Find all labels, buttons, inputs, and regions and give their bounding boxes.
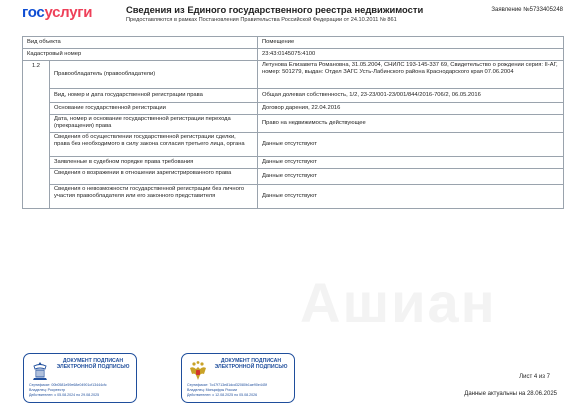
table-row (23, 103, 564, 115)
table-row (23, 115, 564, 133)
cadastral-value: 23:43:0145075:4100 (258, 49, 564, 61)
stamp-title: ДОКУМЕНТ ПОДПИСАН ЭЛЕКТРОННОЙ ПОДПИСЬЮ (214, 358, 288, 370)
row-label: Заявленные в судебном порядке права требования (50, 157, 258, 169)
table-row (23, 157, 564, 169)
row-value: Данные отсутствуют (258, 185, 564, 209)
row-value: Право на недвижимость действующее (258, 115, 564, 133)
coat-of-arms-icon (188, 360, 208, 382)
stamp-certificate: Сертификат: 00b0581e59e68e04901cf13444cfc (29, 383, 107, 387)
logo-part-gos: гос (22, 4, 45, 21)
row-value: Договор дарения, 22.04.2016 (258, 103, 564, 115)
row-label: Сведения о невозможности государственной регистрации без личного участия правообладателя или его законного представителя (50, 185, 258, 209)
stamp-owner: Владелец: Росреестр (29, 388, 66, 392)
row-label: Основание государственной регистрации (50, 103, 258, 115)
object-type-label: Вид объекта (23, 37, 258, 49)
data-actual-date: Данные актуальны на 28.06.2025 (464, 391, 557, 397)
row-label: Дата, номер и основание государственной регистрации перехода (прекращения) права (50, 115, 258, 133)
stamp-validity: Действителен: с 12.08.2025 по 05.08.2026 (187, 393, 258, 397)
document-title: Сведения из Единого государственного реестра недвижимости (126, 4, 424, 15)
row-value: Летунова Елизавета Романовна, 31.05.2004, СНИЛС 193-145-337 69, Свидетельство о рождении серия: II-АГ, номер: 501279, выдан: Отдел ЗАГС Усть-Лабинского района Краснодарского края 07.06.2004 (258, 61, 564, 89)
document-subtitle: Предоставляются в рамках Постановления Правительства Российской Федерации от 24.10.2011 № 861 (126, 17, 397, 23)
stamp-validity: Действителен: с 05.08.2024 по 29.08.2025 (29, 393, 100, 397)
cadastral-label: Кадастровый номер (23, 49, 258, 61)
table-row (23, 169, 564, 185)
logo-part-uslugi: услуги (44, 4, 93, 21)
statement-number: Заявление №5733405248 (491, 7, 563, 13)
row-label: Сведения о возражении в отношении зарегистрированного права (50, 169, 258, 185)
object-type-value: Помещение (258, 37, 564, 49)
table-row (23, 37, 564, 49)
row-value: Данные отсутствуют (258, 169, 564, 185)
stamp-certificate: Сертификат: 7c47f713e81dcd32080b1ae90e445f (187, 383, 267, 387)
table-row (23, 49, 564, 61)
table-row (23, 133, 564, 157)
rosreestr-emblem-icon (30, 360, 50, 382)
row-label: Сведения об осуществлении государственной регистрации сделки, права без необходимого в силу закона согласия третьего лица, органа (50, 133, 258, 157)
watermark: Ашиан (300, 271, 497, 334)
table-row (23, 185, 564, 209)
table-row (23, 89, 564, 103)
row-value: Данные отсутствуют (258, 133, 564, 157)
row-value: Данные отсутствуют (258, 157, 564, 169)
row-label: Вид, номер и дата государственной регистрации права (50, 89, 258, 103)
document-header (0, 0, 585, 30)
table-row (23, 61, 564, 89)
row-label: Правообладатель (правообладатели) (50, 61, 258, 89)
page-count: Лист 4 из 7 (519, 374, 550, 380)
section-number: 1.2 (23, 61, 50, 209)
row-value: Общая долевая собственность, 1/2, 23-23/001-23/001/844/2016-706/2, 06.05.2016 (258, 89, 564, 103)
signature-stamp-mintsifry (181, 353, 295, 403)
registry-table (22, 36, 564, 209)
stamp-title: ДОКУМЕНТ ПОДПИСАН ЭЛЕКТРОННОЙ ПОДПИСЬЮ (56, 358, 130, 370)
gosuslugi-logo[interactable] (22, 4, 92, 21)
stamp-owner: Владелец: Минцифры России (187, 388, 238, 392)
signature-stamp-rosreestr (23, 353, 137, 403)
